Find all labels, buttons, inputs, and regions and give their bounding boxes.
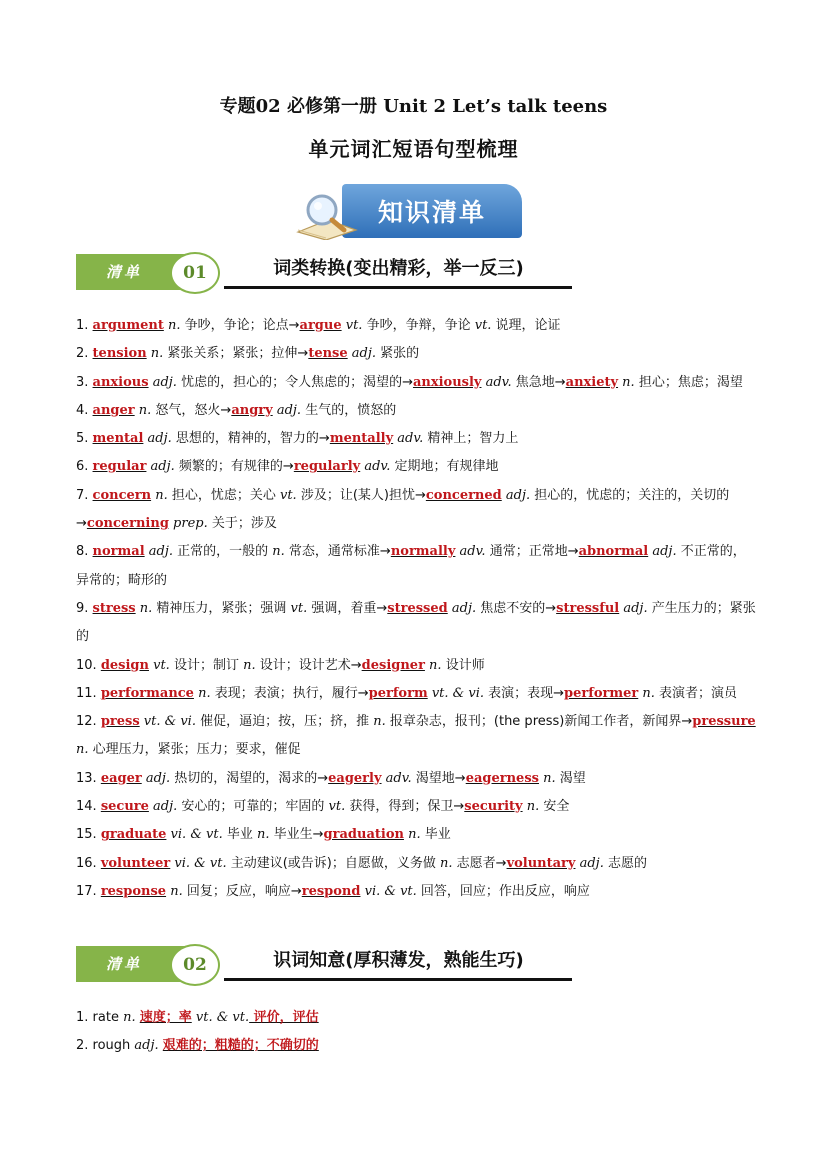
section-underline [224, 286, 572, 289]
vocab-entry [76, 453, 756, 481]
definition-text: rate [92, 1010, 119, 1025]
part-of-speech: n. [193, 685, 211, 701]
word-meaning-list [76, 1004, 756, 1060]
vocab-entry [76, 340, 756, 368]
answer-word: volunteer [100, 855, 171, 871]
vocab-entry [76, 482, 756, 539]
definition-text: 设计；设计艺术→ [255, 657, 362, 673]
part-of-speech: n. [118, 1010, 140, 1025]
vocab-entry [76, 708, 756, 765]
part-of-speech: n. [440, 855, 453, 871]
vocab-entry [76, 1032, 756, 1060]
vocab-entry [76, 850, 756, 878]
entry-number: 10. [76, 657, 101, 673]
answer-word: anxiety [565, 374, 619, 390]
part-of-speech: adj. [447, 600, 477, 616]
answer-word: mentally [329, 431, 394, 447]
vocab-entry [76, 425, 756, 453]
part-of-speech: n. [166, 883, 183, 899]
part-of-speech: adv. [360, 459, 391, 475]
answer-word: eagerness [465, 770, 539, 786]
definition-text: 产生压力的；紧张的 [76, 600, 756, 645]
part-of-speech: vt. & vt. [191, 1010, 250, 1025]
magnifier-book-icon [292, 190, 362, 240]
answer-word: performer [564, 685, 639, 701]
definition-text: 紧张的 [376, 346, 420, 362]
definition-text: 担心；焦虑；渴望 [634, 374, 743, 390]
answer-word: normally [390, 544, 456, 560]
part-of-speech: adj. [141, 770, 171, 786]
answer-word: abnormal [578, 544, 649, 560]
definition-text: 精神上；智力上 [423, 431, 519, 447]
answer-word: concerning [86, 516, 169, 532]
definition-text: 常态，通常标准→ [284, 544, 391, 560]
entry-number: 2. [76, 1038, 93, 1053]
part-of-speech: adv. [481, 374, 512, 390]
vocab-entry [76, 312, 756, 340]
part-of-speech: vt. & vi. [427, 685, 485, 701]
entry-number: 5. [76, 431, 93, 447]
answer-word: pressure [692, 714, 756, 730]
definition-text: 渴望 [555, 770, 586, 786]
entry-number: 17. [76, 883, 101, 899]
entry-number: 15. [76, 827, 101, 843]
definition-text: 争吵，争辩，争论 [362, 318, 475, 333]
definition-text: 频繁的；有规律的→ [174, 459, 294, 475]
answer-word: 速度；率 [139, 1010, 192, 1025]
definition-text: 通常；正常地→ [485, 544, 579, 560]
part-of-speech: vt. [341, 318, 363, 333]
answer-word: anxious [92, 374, 149, 390]
answer-word: eagerly [328, 770, 382, 786]
part-of-speech: n. [146, 346, 164, 362]
answer-word: mental [92, 431, 144, 447]
definition-text: 志愿者→ [452, 855, 507, 871]
answer-word: regularly [293, 459, 361, 475]
definition-text: 设计；制订 [169, 657, 244, 673]
part-of-speech: adv. [393, 431, 424, 447]
definition-text: 涉及；让(某人)担忧→ [296, 487, 426, 503]
answer-word: anxiously [412, 374, 482, 390]
definition-text: 报章杂志，报刊；(the press)新闻工作者，新闻界→ [385, 714, 693, 730]
part-of-speech: n. [76, 742, 89, 758]
definition-text: 渴望地→ [411, 770, 466, 786]
definition-text: 说理，论证 [491, 318, 561, 333]
part-of-speech: adj. [148, 374, 177, 390]
entry-number: 11. [76, 685, 101, 701]
part-of-speech: adj. [148, 799, 178, 815]
entry-number: 9. [76, 600, 93, 616]
answer-word: perform [368, 685, 428, 701]
answer-word: security [464, 799, 523, 815]
part-of-speech: n. [272, 544, 285, 560]
part-of-speech: vi. & vt. [170, 855, 227, 871]
part-of-speech: n. [134, 402, 152, 418]
part-of-speech: adj. [146, 459, 175, 475]
definition-text: 心理压力，紧张；压力；要求，催促 [88, 742, 301, 758]
entry-number: 6. [76, 459, 93, 475]
definition-text: 关于；涉及 [207, 516, 277, 532]
definition-text: rough [92, 1038, 131, 1053]
part-of-speech: vt. [328, 799, 346, 815]
part-of-speech: n. [163, 318, 181, 333]
part-of-speech: adj. [501, 487, 531, 503]
definition-text: 主动建议(或告诉)；自愿做，义务做 [226, 855, 441, 871]
vocab-entry [76, 765, 756, 793]
answer-word: regular [92, 459, 147, 475]
part-of-speech: adj. [648, 544, 677, 560]
answer-word: tense [308, 346, 348, 362]
part-of-speech: adj. [143, 431, 172, 447]
answer-word: respond [301, 883, 361, 899]
section-heading: 识词知意(厚积薄发，熟能生巧) [273, 950, 524, 971]
vocab-entry [76, 538, 756, 595]
definition-text: 定期地；有规律地 [390, 459, 499, 475]
part-of-speech: n. [151, 487, 168, 503]
vocab-entry [76, 397, 756, 425]
definition-text: 生气的，愤怒的 [301, 402, 397, 418]
part-of-speech: n. [373, 714, 386, 730]
definition-text: 志愿的 [603, 855, 647, 871]
entry-number: 1. [76, 318, 93, 333]
answer-word: designer [361, 657, 425, 673]
definition-text: 焦急地→ [511, 374, 566, 390]
definition-text: 焦虑不安的→ [476, 600, 557, 616]
answer-word: anger [92, 402, 135, 418]
definition-text: 争吵，争论；论点→ [180, 318, 300, 333]
part-of-speech: vi. & vt. [166, 827, 223, 843]
answer-word: graduate [100, 827, 167, 843]
answer-word: voluntary [506, 855, 576, 871]
section-header-02 [76, 944, 576, 984]
banner-label: 知识清单 [342, 184, 522, 238]
answer-word: concerned [425, 487, 502, 503]
part-of-speech: n. [403, 827, 421, 843]
part-of-speech: vt. [474, 318, 492, 333]
section-heading: 词类转换(变出精彩，举一反三) [273, 258, 524, 279]
definition-text: 正常的，一般的 [173, 544, 273, 560]
definition-text: 毕业生→ [269, 827, 324, 843]
vocab-entry [76, 793, 756, 821]
document-title: 专题02 必修第一册 Unit 2 Let’s talk teens [219, 96, 608, 117]
answer-word: angry [231, 402, 273, 418]
entry-number: 13. [76, 770, 101, 786]
part-of-speech: adj. [575, 855, 604, 871]
answer-word: argue [299, 318, 342, 333]
part-of-speech: vt. & vi. [139, 714, 196, 730]
definition-text: 获得，得到；保卫→ [345, 799, 465, 815]
vocab-entry [76, 595, 756, 652]
answer-word: tension [92, 346, 147, 362]
part-of-speech: n. [243, 657, 256, 673]
answer-word: stressed [387, 600, 448, 616]
answer-word: argument [92, 318, 164, 333]
vocab-entry [76, 680, 756, 708]
definition-text: 紧张关系；紧张；拉伸→ [163, 346, 309, 362]
part-of-speech: vt. [279, 487, 297, 503]
answer-word: stress [92, 600, 136, 616]
definition-text: 安心的；可靠的；牢固的 [177, 799, 329, 815]
section-tag: 清单 [106, 263, 143, 281]
definition-text: 表演；表现→ [484, 685, 565, 701]
part-of-speech: adj. [130, 1038, 163, 1053]
part-of-speech: n. [618, 374, 635, 390]
definition-text: 催促，逼迫；按，压；挤，推 [195, 714, 374, 730]
document-subtitle: 单元词汇短语句型梳理 [308, 137, 519, 161]
answer-word: response [100, 883, 167, 899]
part-of-speech: adv. [455, 544, 486, 560]
definition-text: 忧虑的，担心的；令人焦虑的；渴望的→ [176, 374, 413, 390]
definition-text: 回复；反应，响应→ [182, 883, 302, 899]
answer-word: 艰难的；粗糙的；不确切的 [162, 1038, 319, 1053]
definition-text: 精神压力，紧张；强调 [152, 600, 291, 616]
part-of-speech: n. [257, 827, 270, 843]
answer-word: normal [92, 544, 145, 560]
vocab-entry [76, 878, 756, 906]
part-of-speech: n. [522, 799, 540, 815]
answer-word: eager [100, 770, 142, 786]
entry-number: 8. [76, 544, 93, 560]
definition-text: 热切的，渴望的，渴求的→ [170, 770, 329, 786]
entry-number: 1. [76, 1010, 93, 1025]
vocab-entry [76, 369, 756, 397]
answer-word: graduation [323, 827, 404, 843]
answer-word: design [100, 657, 149, 673]
answer-word: 评价，评估 [249, 1010, 319, 1025]
definition-text: 毕业 [222, 827, 257, 843]
definition-text: 担心的，忧虑的；关注的，关切的→ [76, 487, 730, 532]
answer-word: press [100, 714, 140, 730]
definition-text: 安全 [539, 799, 570, 815]
part-of-speech: n. [135, 600, 153, 616]
section-tag: 清单 [106, 955, 143, 973]
entry-number: 12. [76, 714, 101, 730]
definition-text: 不正常的，异常的；畸形的 [76, 544, 746, 588]
vocab-entry [76, 1004, 756, 1032]
part-of-speech: adj. [272, 402, 302, 418]
vocab-entry [76, 821, 756, 849]
definition-text: 回答，回应；作出反应，响应 [416, 883, 590, 899]
definition-text: 强调，着重→ [307, 600, 388, 616]
section-underline [224, 978, 572, 981]
answer-word: performance [100, 685, 194, 701]
entry-number: 3. [76, 374, 93, 390]
part-of-speech: adj. [347, 346, 377, 362]
part-of-speech: adv. [381, 770, 412, 786]
word-conversion-list [76, 312, 756, 906]
definition-text: 担心，忧虑；关心 [167, 487, 280, 503]
knowledge-banner [292, 182, 524, 242]
section-number: 01 [170, 252, 220, 294]
part-of-speech: n. [424, 657, 442, 673]
definition-text: 表演者；演员 [654, 685, 738, 701]
vocab-entry [76, 652, 756, 680]
answer-word: concern [92, 487, 152, 503]
definition-text: 怒气，怒火→ [151, 402, 232, 418]
answer-word: stressful [556, 600, 620, 616]
part-of-speech: n. [638, 685, 655, 701]
definition-text: 表现；表演；执行，履行→ [210, 685, 369, 701]
definition-text: 毕业 [420, 827, 451, 843]
part-of-speech: vi. & vt. [360, 883, 417, 899]
definition-text: 设计师 [441, 657, 485, 673]
part-of-speech: adj. [144, 544, 174, 560]
entry-number: 7. [76, 487, 93, 503]
entry-number: 14. [76, 799, 101, 815]
part-of-speech: vt. [148, 657, 170, 673]
part-of-speech: prep. [168, 516, 208, 532]
section-header-01 [76, 252, 576, 292]
definition-text: 思想的，精神的，智力的→ [171, 431, 330, 447]
entry-number: 2. [76, 346, 93, 362]
entry-number: 4. [76, 402, 93, 418]
part-of-speech: vt. [290, 600, 308, 616]
section-number: 02 [170, 944, 220, 986]
part-of-speech: adj. [619, 600, 648, 616]
answer-word: secure [100, 799, 149, 815]
part-of-speech: n. [538, 770, 556, 786]
entry-number: 16. [76, 855, 101, 871]
